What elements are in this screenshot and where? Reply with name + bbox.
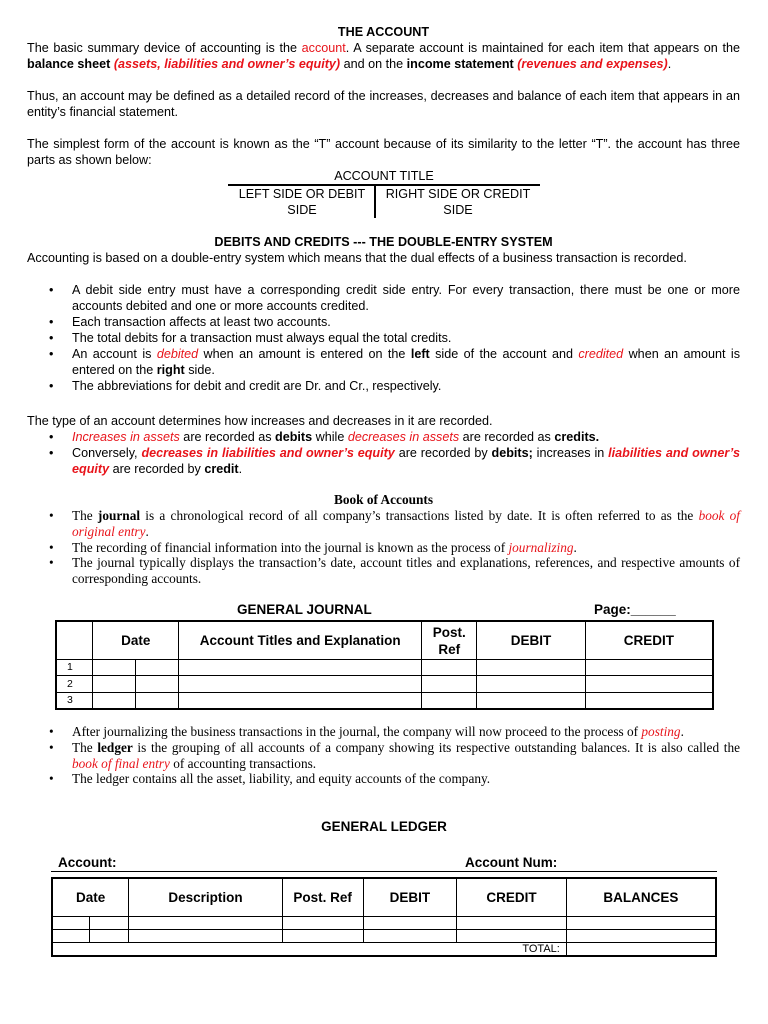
row-number: 1: [56, 660, 93, 676]
ledger-cell[interactable]: [566, 917, 716, 930]
row-number: 3: [56, 692, 93, 709]
list-item: • Conversely, decreases in liabilities and owner’s equity are recorded by debits; increases in liabilities and owner’s equity are recorded by credit.: [27, 445, 740, 477]
journal-cell[interactable]: [477, 676, 586, 692]
ledger-cell[interactable]: [282, 917, 363, 930]
ledger-bullets: [27, 724, 740, 787]
journal-cell[interactable]: [93, 676, 136, 692]
ledger-cell[interactable]: [566, 930, 716, 943]
table-row: [56, 692, 713, 709]
list-item: • Each transaction affects at least two accounts.: [27, 314, 740, 330]
ledger-cell[interactable]: [363, 930, 457, 943]
ledger-cell[interactable]: [52, 930, 90, 943]
list-item: • An account is debited when an amount is entered on the left side of the account and credited when an amount is entered on the right side.: [27, 346, 740, 378]
journal-cell[interactable]: [477, 692, 586, 709]
section-heading-debits-credits: DEBITS AND CREDITS --- THE DOUBLE-ENTRY SYSTEM: [214, 235, 553, 249]
t-account-vertical-line: [374, 185, 376, 218]
table-row: [56, 660, 713, 676]
t-account-title: ACCOUNT TITLE: [334, 169, 434, 183]
ledger-cell[interactable]: [52, 917, 90, 930]
journal-cell[interactable]: [93, 660, 136, 676]
table-row: [52, 917, 716, 930]
account-paragraph-3: The simplest form of the account is known as the “T” account because of its similarity to the letter “T”. the account has three parts as shown below:: [27, 137, 740, 167]
journal-cell[interactable]: [585, 660, 713, 676]
journal-col-credit: CREDIT: [585, 621, 713, 660]
list-item: • The total debits for a transaction must always equal the total credits.: [27, 330, 740, 346]
section-heading-book-of-accounts: Book of Accounts: [334, 492, 433, 507]
ledger-total-spacer: [52, 943, 457, 957]
ledger-total-label: TOTAL:: [457, 943, 567, 957]
ledger-cell[interactable]: [457, 917, 567, 930]
list-item: • The journal is a chronological record of all company’s transactions listed by date. It is often referred to as the book of original entry.: [27, 508, 740, 540]
journal-cell[interactable]: [585, 692, 713, 709]
journal-cell[interactable]: [477, 660, 586, 676]
journal-cell[interactable]: [179, 692, 422, 709]
ledger-col-debit: DEBIT: [363, 878, 457, 917]
double-entry-intro: Accounting is based on a double-entry system which means that the dual effects of a business transaction is recorded.: [27, 251, 687, 265]
table-row: [52, 943, 716, 957]
journal-col-account-titles: Account Titles and Explanation: [179, 621, 422, 660]
ledger-col-credit: CREDIT: [457, 878, 567, 917]
journal-cell[interactable]: [179, 660, 422, 676]
journal-cell[interactable]: [422, 660, 477, 676]
general-ledger-table: [51, 877, 717, 957]
account-paragraph-2: Thus, an account may be defined as a detailed record of the increases, decreases and balance of each item that appears in an entity’s financial statement.: [27, 89, 740, 119]
ledger-total-cell[interactable]: [566, 943, 716, 957]
ledger-cell[interactable]: [282, 930, 363, 943]
journal-cell[interactable]: [136, 692, 179, 709]
journal-cell[interactable]: [136, 676, 179, 692]
journal-cell[interactable]: [422, 692, 477, 709]
ledger-cell[interactable]: [90, 930, 129, 943]
journal-bullets: [27, 508, 740, 587]
journal-cell[interactable]: [136, 660, 179, 676]
list-item: • After journalizing the business transactions in the journal, the company will now proceed to the process of posting.: [27, 724, 740, 740]
list-item: • The abbreviations for debit and credit are Dr. and Cr., respectively.: [27, 378, 740, 394]
list-item: • The ledger contains all the asset, liability, and equity accounts of the company.: [27, 771, 740, 787]
ledger-col-date: Date: [52, 878, 129, 917]
t-account-left-side: LEFT SIDE OR DEBIT SIDE: [238, 187, 366, 217]
double-entry-bullets: [27, 282, 740, 394]
ledger-cell[interactable]: [90, 917, 129, 930]
ledger-cell[interactable]: [129, 917, 283, 930]
journal-cell[interactable]: [422, 676, 477, 692]
general-journal-table: [55, 620, 714, 710]
list-item: • A debit side entry must have a corresponding credit side entry. For every transaction, there must be one or more accounts debited and one or more accounts credited.: [27, 282, 740, 314]
ledger-account-label: Account:: [58, 855, 117, 870]
row-number: 2: [56, 676, 93, 692]
journal-cell[interactable]: [585, 676, 713, 692]
account-type-intro: The type of an account determines how increases and decreases in it are recorded.: [27, 414, 493, 428]
journal-cell[interactable]: [179, 676, 422, 692]
list-item: • Increases in assets are recorded as debits while decreases in assets are recorded as credits.: [27, 429, 740, 445]
ledger-cell[interactable]: [363, 917, 457, 930]
ledger-col-description: Description: [129, 878, 283, 917]
journal-cell[interactable]: [93, 692, 136, 709]
journal-col-post-ref: Post. Ref: [422, 621, 477, 660]
increase-decrease-bullets: [27, 429, 740, 477]
journal-col-blank: [56, 621, 93, 660]
ledger-col-balances: BALANCES: [566, 878, 716, 917]
ledger-cell[interactable]: [129, 930, 283, 943]
table-row: [56, 676, 713, 692]
journal-col-date: Date: [93, 621, 179, 660]
list-item: • The journal typically displays the transaction’s date, account titles and explanations, references, and respective amounts of corresponding accounts.: [27, 555, 740, 587]
ledger-header-line: [51, 871, 717, 872]
journal-col-debit: DEBIT: [477, 621, 586, 660]
t-account-right-side: RIGHT SIDE OR CREDIT SIDE: [385, 187, 531, 217]
account-paragraph-1: The basic summary device of accounting is the account. A separate account is maintained for each item that appears on the balance sheet (assets, liabilities and owner’s equity) and on the income statement (revenues and expenses).: [27, 41, 740, 71]
table-row: [52, 930, 716, 943]
general-journal-title: GENERAL JOURNAL: [237, 602, 372, 617]
journal-page-label: Page:______: [594, 602, 676, 617]
general-ledger-title: GENERAL LEDGER: [321, 819, 447, 834]
ledger-account-num-label: Account Num:: [465, 855, 558, 870]
section-heading-the-account: THE ACCOUNT: [337, 25, 430, 39]
list-item: • The recording of financial information into the journal is known as the process of journalizing.: [27, 540, 740, 556]
list-item: • The ledger is the grouping of all accounts of a company showing its respective outstanding balances. It is also called the book of final entry of accounting transactions.: [27, 740, 740, 772]
ledger-col-post-ref: Post. Ref: [282, 878, 363, 917]
ledger-cell[interactable]: [457, 930, 567, 943]
